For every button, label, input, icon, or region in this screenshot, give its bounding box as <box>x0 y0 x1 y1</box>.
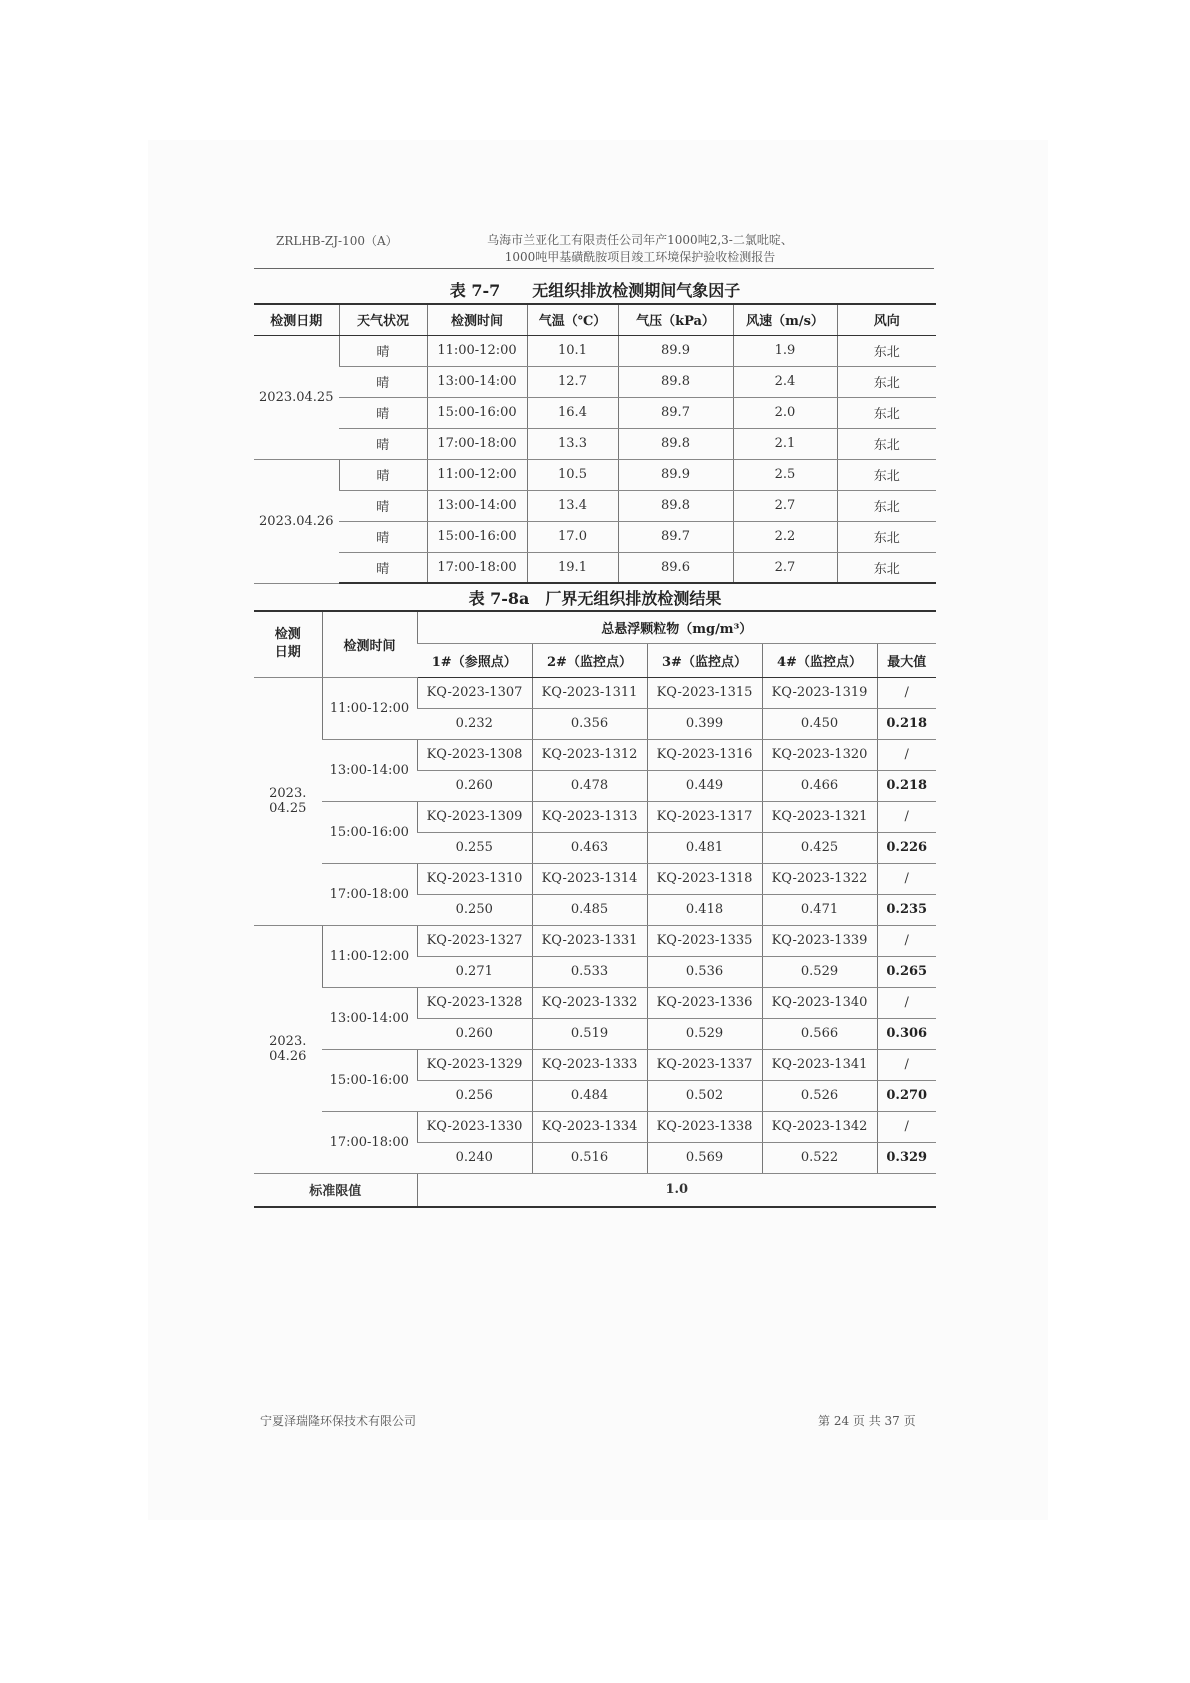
wind-speed-cell: 2.5 <box>733 459 837 490</box>
temperature-cell: 17.0 <box>527 521 618 552</box>
weather-cell: 晴 <box>339 397 427 428</box>
date-cell <box>254 925 322 1173</box>
weather-cell: 晴 <box>339 366 427 397</box>
wind-speed-cell: 2.7 <box>733 552 837 583</box>
time-cell: 17:00-18:00 <box>322 1111 417 1173</box>
value-cell: 0.533 <box>532 956 647 987</box>
max-value-cell: 0.270 <box>877 1080 936 1111</box>
limit-value: 1.0 <box>417 1173 936 1207</box>
sample-id-cell: KQ-2023-1309 <box>417 801 532 832</box>
sample-id-cell: KQ-2023-1315 <box>647 677 762 708</box>
weather-cell: 晴 <box>339 490 427 521</box>
col-header-wind-direction: 风向 <box>837 304 936 335</box>
col-header-time: 检测时间 <box>322 611 417 677</box>
col-header-date-text: 检测日期 <box>274 627 301 661</box>
wind-speed-cell: 2.7 <box>733 490 837 521</box>
sample-id-cell: KQ-2023-1338 <box>647 1111 762 1142</box>
sample-id-cell: KQ-2023-1316 <box>647 739 762 770</box>
weather-factors-table <box>254 303 936 584</box>
header-divider <box>254 268 934 269</box>
sample-id-cell: KQ-2023-1310 <box>417 863 532 894</box>
max-id-cell: / <box>877 863 936 894</box>
table-row <box>254 987 936 1018</box>
pressure-cell: 89.6 <box>618 552 733 583</box>
table-row <box>254 925 936 956</box>
value-cell: 0.425 <box>762 832 877 863</box>
temperature-cell: 10.5 <box>527 459 618 490</box>
wind-direction-cell: 东北 <box>837 366 936 397</box>
sample-id-cell: KQ-2023-1320 <box>762 739 877 770</box>
table-7-7-caption: 表 7-7 无组织排放检测期间气象因子 <box>449 281 741 300</box>
weather-cell: 晴 <box>339 552 427 583</box>
max-id-cell: / <box>877 987 936 1018</box>
time-cell: 11:00-12:00 <box>427 335 527 366</box>
table-row <box>254 863 936 894</box>
time-cell: 17:00-18:00 <box>427 428 527 459</box>
col-header-wind-speed: 风速（m/s） <box>733 304 837 335</box>
value-cell: 0.569 <box>647 1142 762 1173</box>
col-header-pressure: 气压（kPa） <box>618 304 733 335</box>
value-cell: 0.529 <box>762 956 877 987</box>
date-line-1: 2023. <box>269 1034 307 1049</box>
table-row <box>254 521 936 552</box>
sample-id-cell: KQ-2023-1308 <box>417 739 532 770</box>
wind-speed-cell: 2.1 <box>733 428 837 459</box>
value-cell: 0.418 <box>647 894 762 925</box>
value-cell: 0.481 <box>647 832 762 863</box>
time-cell: 15:00-16:00 <box>427 521 527 552</box>
temperature-cell: 13.4 <box>527 490 618 521</box>
table-row <box>254 739 936 770</box>
temperature-cell: 10.1 <box>527 335 618 366</box>
sample-id-cell: KQ-2023-1327 <box>417 925 532 956</box>
col-header-max: 最大值 <box>877 643 936 677</box>
value-cell: 0.356 <box>532 708 647 739</box>
value-cell: 0.485 <box>532 894 647 925</box>
temperature-cell: 12.7 <box>527 366 618 397</box>
time-cell: 15:00-16:00 <box>322 801 417 863</box>
sample-id-cell: KQ-2023-1332 <box>532 987 647 1018</box>
value-cell: 0.478 <box>532 770 647 801</box>
time-cell: 17:00-18:00 <box>322 863 417 925</box>
time-cell: 13:00-14:00 <box>427 490 527 521</box>
table-row <box>254 335 936 366</box>
date-cell: 2023.04.26 <box>254 459 339 583</box>
report-title <box>440 232 840 266</box>
tsp-table-body <box>254 677 936 1173</box>
table-row <box>254 428 936 459</box>
time-cell: 15:00-16:00 <box>322 1049 417 1111</box>
wind-direction-cell: 东北 <box>837 335 936 366</box>
max-value-cell: 0.265 <box>877 956 936 987</box>
value-cell: 0.240 <box>417 1142 532 1173</box>
wind-speed-cell: 2.2 <box>733 521 837 552</box>
value-cell: 0.260 <box>417 770 532 801</box>
date-line-1: 2023. <box>269 786 307 801</box>
wind-direction-cell: 东北 <box>837 521 936 552</box>
col-header-temperature: 气温（℃） <box>527 304 618 335</box>
value-cell: 0.519 <box>532 1018 647 1049</box>
wind-speed-cell: 1.9 <box>733 335 837 366</box>
value-cell: 0.256 <box>417 1080 532 1111</box>
sample-id-cell: KQ-2023-1312 <box>532 739 647 770</box>
wind-direction-cell: 东北 <box>837 552 936 583</box>
col-header-point-2: 2#（监控点） <box>532 643 647 677</box>
sample-id-cell: KQ-2023-1329 <box>417 1049 532 1080</box>
sample-id-cell: KQ-2023-1342 <box>762 1111 877 1142</box>
wind-direction-cell: 东北 <box>837 490 936 521</box>
weather-table-body <box>254 335 936 583</box>
weather-cell: 晴 <box>339 335 427 366</box>
wind-speed-cell: 2.0 <box>733 397 837 428</box>
pressure-cell: 89.8 <box>618 490 733 521</box>
date-cell <box>254 677 322 925</box>
report-title-line2: 1000吨甲基磺酰胺项目竣工环境保护验收检测报告 <box>504 250 776 264</box>
max-value-cell: 0.306 <box>877 1018 936 1049</box>
value-cell: 0.502 <box>647 1080 762 1111</box>
weather-cell: 晴 <box>339 459 427 490</box>
weather-cell: 晴 <box>339 521 427 552</box>
sample-id-cell: KQ-2023-1318 <box>647 863 762 894</box>
pressure-cell: 89.8 <box>618 428 733 459</box>
wind-direction-cell: 东北 <box>837 428 936 459</box>
sample-id-cell: KQ-2023-1321 <box>762 801 877 832</box>
max-id-cell: / <box>877 1111 936 1142</box>
sample-id-cell: KQ-2023-1333 <box>532 1049 647 1080</box>
sample-id-cell: KQ-2023-1337 <box>647 1049 762 1080</box>
footer-company: 宁夏泽瑞隆环保技术有限公司 <box>260 1414 417 1428</box>
col-header-point-3: 3#（监控点） <box>647 643 762 677</box>
pressure-cell: 89.7 <box>618 521 733 552</box>
time-cell: 11:00-12:00 <box>322 925 417 987</box>
value-cell: 0.449 <box>647 770 762 801</box>
table-row <box>254 459 936 490</box>
col-header-point-1: 1#（参照点） <box>417 643 532 677</box>
sample-id-cell: KQ-2023-1339 <box>762 925 877 956</box>
sample-id-cell: KQ-2023-1328 <box>417 987 532 1018</box>
max-value-cell: 0.329 <box>877 1142 936 1173</box>
max-value-cell: 0.235 <box>877 894 936 925</box>
max-value-cell: 0.226 <box>877 832 936 863</box>
sample-id-cell: KQ-2023-1336 <box>647 987 762 1018</box>
value-cell: 0.399 <box>647 708 762 739</box>
date-cell: 2023.04.25 <box>254 335 339 459</box>
wind-direction-cell: 东北 <box>837 459 936 490</box>
value-cell: 0.463 <box>532 832 647 863</box>
table-row <box>254 397 936 428</box>
time-cell: 11:00-12:00 <box>427 459 527 490</box>
time-cell: 15:00-16:00 <box>427 397 527 428</box>
wind-speed-cell: 2.4 <box>733 366 837 397</box>
max-id-cell: / <box>877 677 936 708</box>
sample-id-cell: KQ-2023-1340 <box>762 987 877 1018</box>
col-header-date <box>254 611 322 677</box>
value-cell: 0.526 <box>762 1080 877 1111</box>
max-id-cell: / <box>877 801 936 832</box>
max-id-cell: / <box>877 1049 936 1080</box>
max-id-cell: / <box>877 925 936 956</box>
sample-id-cell: KQ-2023-1317 <box>647 801 762 832</box>
value-cell: 0.450 <box>762 708 877 739</box>
tsp-results-table <box>254 610 936 1208</box>
report-title-line1: 乌海市兰亚化工有限责任公司年产1000吨2,3-二氯吡啶、 <box>487 233 793 247</box>
value-cell: 0.255 <box>417 832 532 863</box>
value-cell: 0.250 <box>417 894 532 925</box>
sample-id-cell: KQ-2023-1314 <box>532 863 647 894</box>
sample-id-cell: KQ-2023-1307 <box>417 677 532 708</box>
table-row <box>254 490 936 521</box>
table-row <box>254 677 936 708</box>
temperature-cell: 16.4 <box>527 397 618 428</box>
table-row <box>254 366 936 397</box>
report-code: ZRLHB-ZJ-100（A） <box>276 234 398 248</box>
table-7-8a-caption: 表 7-8a 厂界无组织排放检测结果 <box>468 589 722 608</box>
col-header-point-4: 4#（监控点） <box>762 643 877 677</box>
time-cell: 13:00-14:00 <box>322 987 417 1049</box>
time-cell: 17:00-18:00 <box>427 552 527 583</box>
value-cell: 0.484 <box>532 1080 647 1111</box>
col-header-date: 检测日期 <box>254 304 339 335</box>
time-cell: 11:00-12:00 <box>322 677 417 739</box>
sample-id-cell: KQ-2023-1331 <box>532 925 647 956</box>
col-header-parameter: 总悬浮颗粒物（mg/m³） <box>417 611 936 643</box>
value-cell: 0.260 <box>417 1018 532 1049</box>
col-header-time: 检测时间 <box>427 304 527 335</box>
col-header-weather: 天气状况 <box>339 304 427 335</box>
value-cell: 0.566 <box>762 1018 877 1049</box>
time-cell: 13:00-14:00 <box>322 739 417 801</box>
value-cell: 0.271 <box>417 956 532 987</box>
temperature-cell: 19.1 <box>527 552 618 583</box>
pressure-cell: 89.9 <box>618 459 733 490</box>
value-cell: 0.522 <box>762 1142 877 1173</box>
sample-id-cell: KQ-2023-1311 <box>532 677 647 708</box>
date-line-2: 04.26 <box>269 1049 307 1064</box>
sample-id-cell: KQ-2023-1319 <box>762 677 877 708</box>
sample-id-cell: KQ-2023-1322 <box>762 863 877 894</box>
limit-label: 标准限值 <box>254 1173 417 1207</box>
wind-direction-cell: 东北 <box>837 397 936 428</box>
value-cell: 0.529 <box>647 1018 762 1049</box>
value-cell: 0.516 <box>532 1142 647 1173</box>
value-cell: 0.471 <box>762 894 877 925</box>
sample-id-cell: KQ-2023-1341 <box>762 1049 877 1080</box>
sample-id-cell: KQ-2023-1313 <box>532 801 647 832</box>
pressure-cell: 89.9 <box>618 335 733 366</box>
table-row <box>254 1111 936 1142</box>
pressure-cell: 89.7 <box>618 397 733 428</box>
value-cell: 0.232 <box>417 708 532 739</box>
table-row <box>254 552 936 583</box>
value-cell: 0.466 <box>762 770 877 801</box>
sample-id-cell: KQ-2023-1334 <box>532 1111 647 1142</box>
value-cell: 0.536 <box>647 956 762 987</box>
max-value-cell: 0.218 <box>877 770 936 801</box>
footer-page-number: 第 24 页 共 37 页 <box>818 1414 916 1428</box>
temperature-cell: 13.3 <box>527 428 618 459</box>
time-cell: 13:00-14:00 <box>427 366 527 397</box>
date-line-2: 04.25 <box>269 801 307 816</box>
table-row <box>254 1049 936 1080</box>
table-row <box>254 801 936 832</box>
max-value-cell: 0.218 <box>877 708 936 739</box>
weather-cell: 晴 <box>339 428 427 459</box>
sample-id-cell: KQ-2023-1330 <box>417 1111 532 1142</box>
sample-id-cell: KQ-2023-1335 <box>647 925 762 956</box>
pressure-cell: 89.8 <box>618 366 733 397</box>
max-id-cell: / <box>877 739 936 770</box>
